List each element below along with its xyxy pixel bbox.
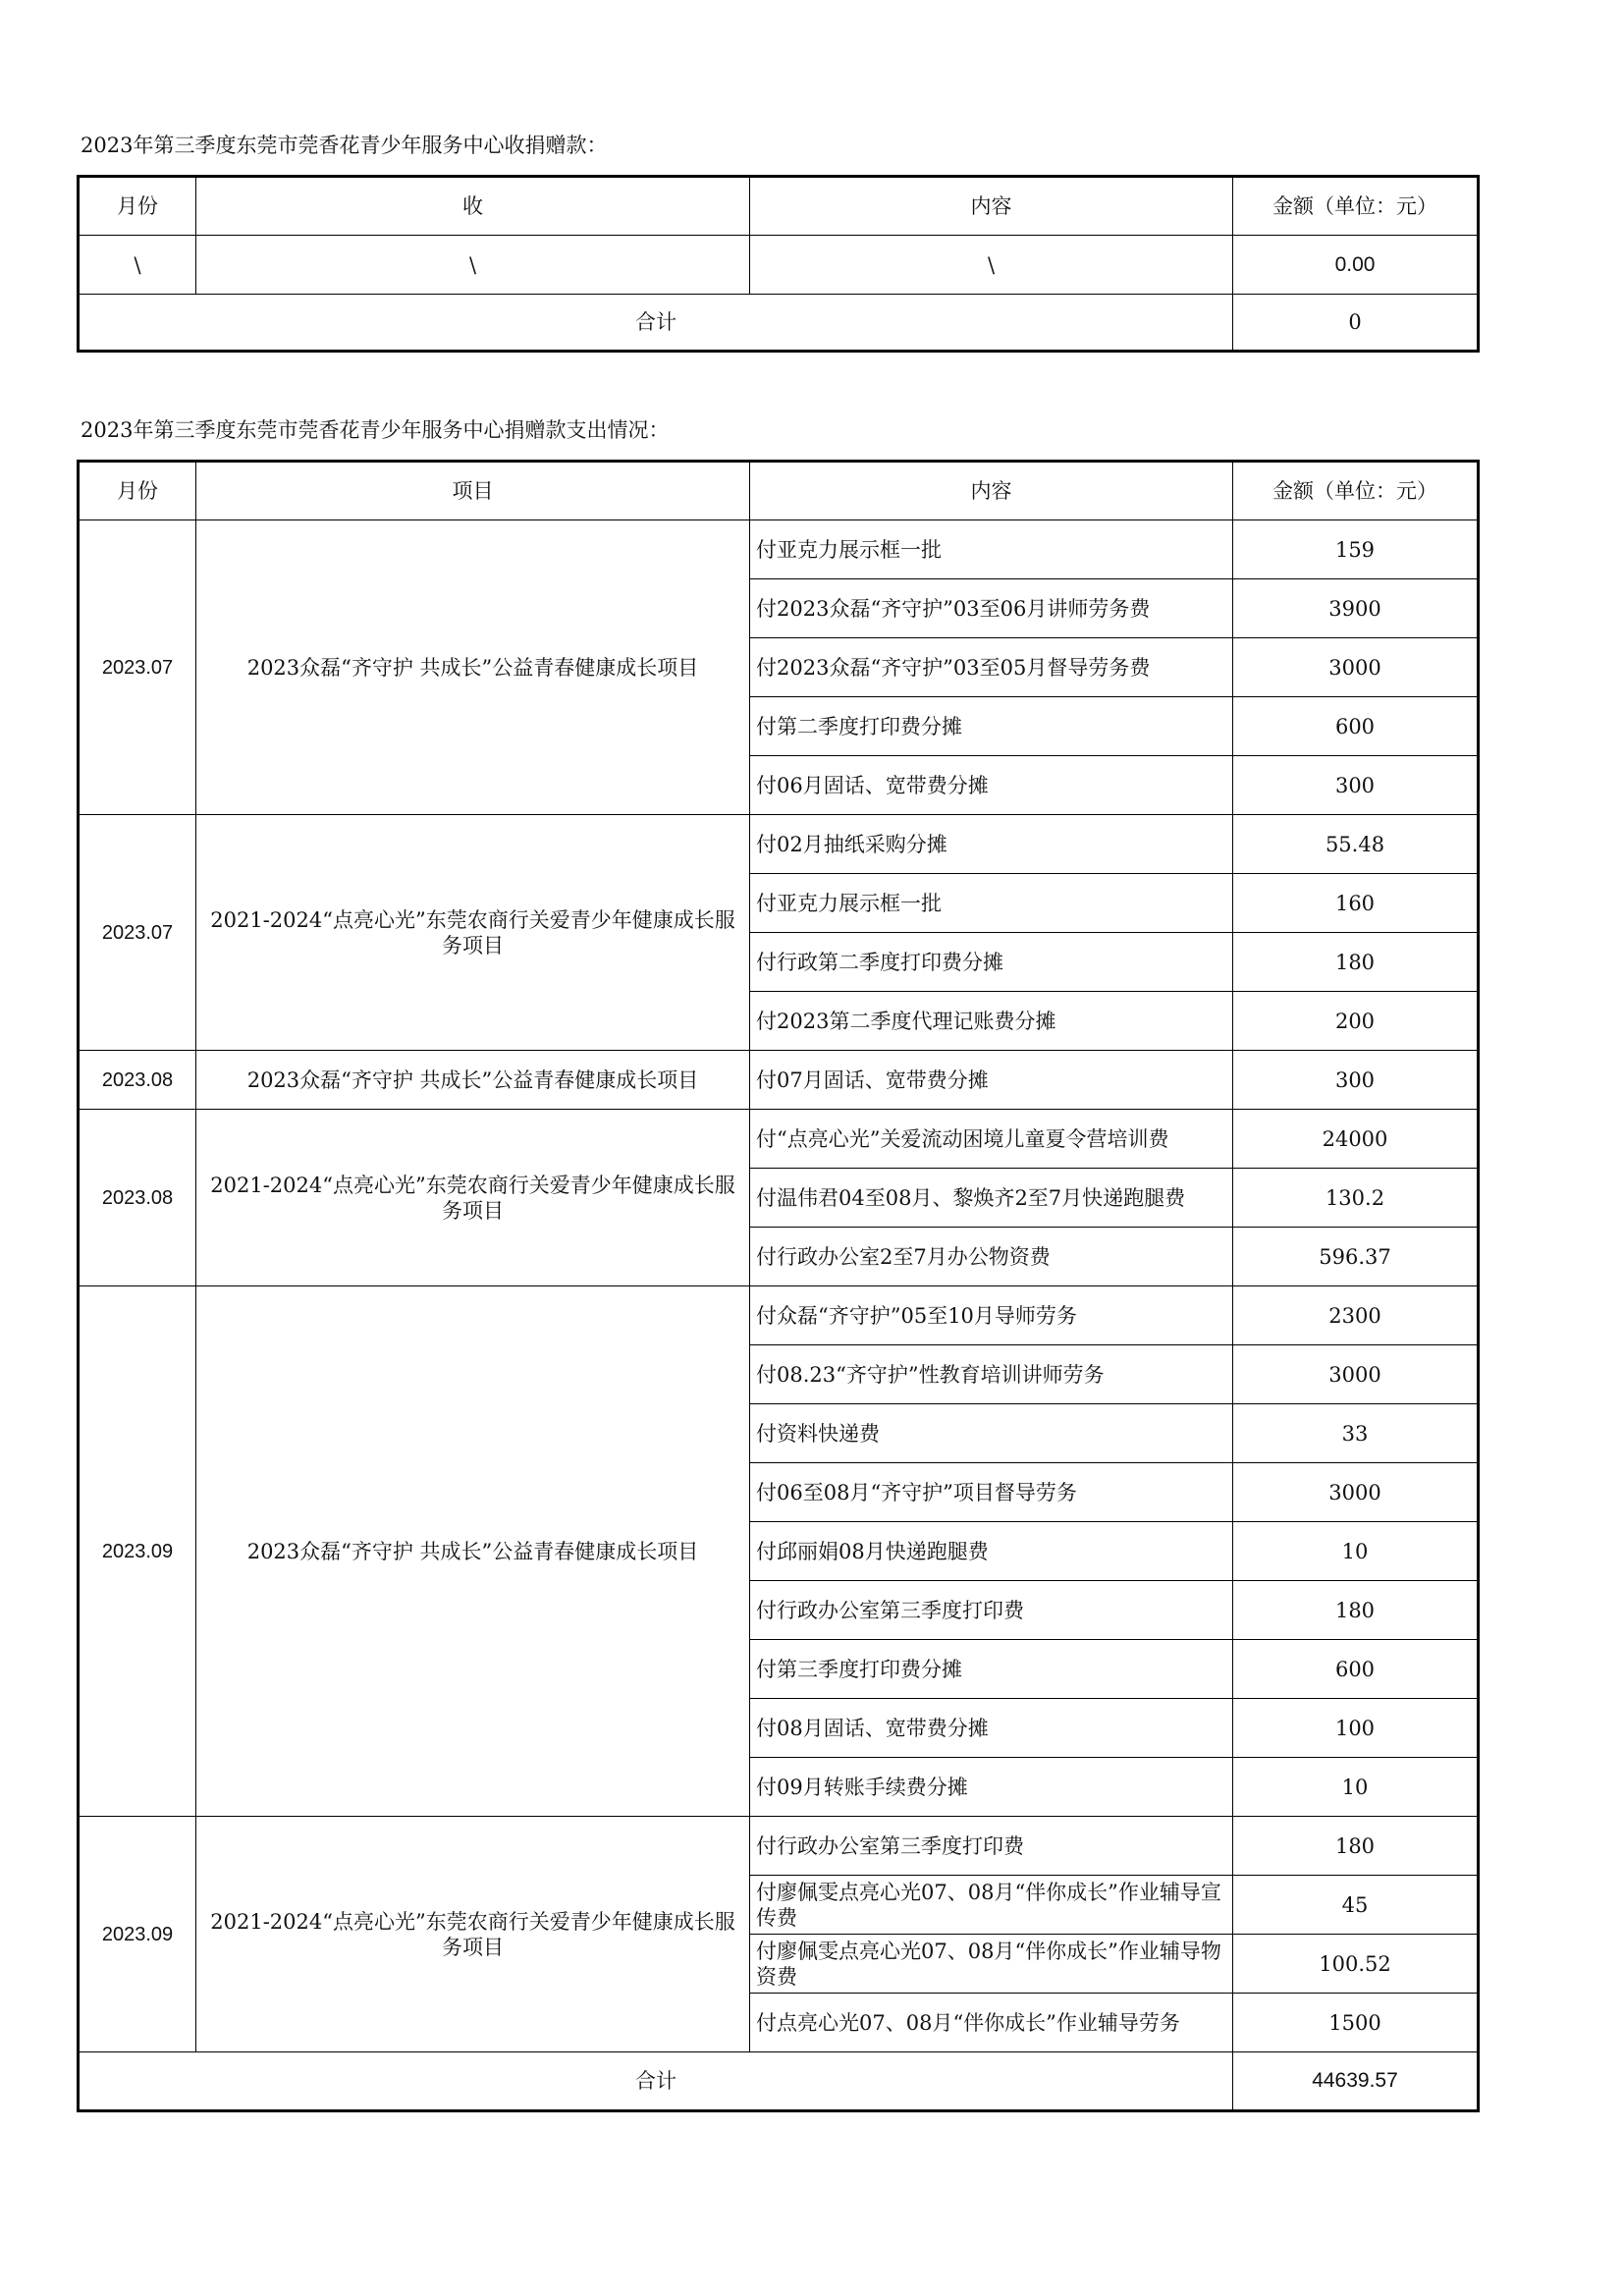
expense-amount: 159	[1233, 520, 1479, 579]
expense-row	[79, 1286, 1479, 1345]
expense-content: 付06至08月“齐守护”项目督导劳务	[750, 1463, 1233, 1522]
income-header-source: 收	[196, 177, 750, 236]
expense-amount: 100	[1233, 1699, 1479, 1758]
expense-total-label: 合计	[79, 2052, 1233, 2111]
expense-amount: 3000	[1233, 1463, 1479, 1522]
expense-amount: 160	[1233, 874, 1479, 933]
income-header-month: 月份	[79, 177, 196, 236]
expense-content: 付2023众磊“齐守护”03至06月讲师劳务费	[750, 579, 1233, 638]
expense-amount: 3000	[1233, 638, 1479, 697]
income-source: \	[196, 236, 750, 295]
expense-amount: 55.48	[1233, 815, 1479, 874]
income-content: \	[750, 236, 1233, 295]
expense-amount: 180	[1233, 933, 1479, 992]
expense-month: 2023.09	[79, 1286, 196, 1817]
expense-content: 付08月固话、宽带费分摊	[750, 1699, 1233, 1758]
expense-amount: 3000	[1233, 1345, 1479, 1404]
expense-project: 2021-2024“点亮心光”东莞农商行关爱青少年健康成长服务项目	[196, 1110, 750, 1286]
expense-amount: 3900	[1233, 579, 1479, 638]
income-row	[79, 236, 1479, 295]
expense-amount: 100.52	[1233, 1935, 1479, 1994]
expense-header-project: 项目	[196, 462, 750, 520]
expense-amount: 10	[1233, 1758, 1479, 1817]
expense-amount: 600	[1233, 1640, 1479, 1699]
expense-content: 付点亮心光07、08月“伴你成长”作业辅导劳务	[750, 1994, 1233, 2052]
expense-row	[79, 520, 1479, 579]
income-month: \	[79, 236, 196, 295]
expense-month: 2023.07	[79, 520, 196, 815]
expense-amount: 2300	[1233, 1286, 1479, 1345]
expense-table	[77, 460, 1480, 2112]
expense-caption: 2023年第三季度东莞市莞香花青少年服务中心捐赠款支出情况：	[81, 418, 670, 442]
expense-content: 付06月固话、宽带费分摊	[750, 756, 1233, 815]
expense-amount: 1500	[1233, 1994, 1479, 2052]
expense-content: 付行政办公室第三季度打印费	[750, 1581, 1233, 1640]
income-table	[77, 175, 1480, 353]
expense-content: 付07月固话、宽带费分摊	[750, 1051, 1233, 1110]
expense-content: 付廖佩雯点亮心光07、08月“伴你成长”作业辅导宣传费	[750, 1876, 1233, 1935]
expense-amount: 600	[1233, 697, 1479, 756]
expense-content: 付亚克力展示框一批	[750, 520, 1233, 579]
income-header-amount: 金额（单位：元）	[1233, 177, 1479, 236]
expense-amount: 33	[1233, 1404, 1479, 1463]
expense-month: 2023.09	[79, 1817, 196, 2052]
expense-row	[79, 1817, 1479, 1876]
expense-amount: 180	[1233, 1581, 1479, 1640]
expense-month: 2023.08	[79, 1051, 196, 1110]
expense-project: 2023众磊“齐守护 共成长”公益青春健康成长项目	[196, 1051, 750, 1110]
expense-amount: 130.2	[1233, 1169, 1479, 1228]
expense-row	[79, 1110, 1479, 1169]
expense-content: 付亚克力展示框一批	[750, 874, 1233, 933]
expense-month: 2023.07	[79, 815, 196, 1051]
expense-header-row	[79, 462, 1479, 520]
expense-content: 付2023第二季度代理记账费分摊	[750, 992, 1233, 1051]
expense-amount: 300	[1233, 1051, 1479, 1110]
income-header-content: 内容	[750, 177, 1233, 236]
expense-content: 付行政办公室第三季度打印费	[750, 1817, 1233, 1876]
expense-amount: 300	[1233, 756, 1479, 815]
expense-content: 付行政第二季度打印费分摊	[750, 933, 1233, 992]
expense-project: 2021-2024“点亮心光”东莞农商行关爱青少年健康成长服务项目	[196, 815, 750, 1051]
expense-content: 付邱丽娟08月快递跑腿费	[750, 1522, 1233, 1581]
expense-content: 付09月转账手续费分摊	[750, 1758, 1233, 1817]
expense-content: 付温伟君04至08月、黎焕齐2至7月快递跑腿费	[750, 1169, 1233, 1228]
expense-amount: 24000	[1233, 1110, 1479, 1169]
expense-content: 付第三季度打印费分摊	[750, 1640, 1233, 1699]
expense-total-row	[79, 2052, 1479, 2111]
expense-project: 2023众磊“齐守护 共成长”公益青春健康成长项目	[196, 1286, 750, 1817]
expense-content: 付众磊“齐守护”05至10月导师劳务	[750, 1286, 1233, 1345]
expense-month: 2023.08	[79, 1110, 196, 1286]
expense-header-amount: 金额（单位：元）	[1233, 462, 1479, 520]
expense-amount: 596.37	[1233, 1228, 1479, 1286]
income-caption: 2023年第三季度东莞市莞香花青少年服务中心收捐赠款：	[81, 134, 608, 157]
expense-project: 2023众磊“齐守护 共成长”公益青春健康成长项目	[196, 520, 750, 815]
expense-content: 付资料快递费	[750, 1404, 1233, 1463]
income-total-row	[79, 295, 1479, 352]
income-total-label: 合计	[79, 295, 1233, 352]
expense-total-value: 44639.57	[1233, 2052, 1479, 2111]
income-total-value: 0	[1233, 295, 1479, 352]
expense-content: 付廖佩雯点亮心光07、08月“伴你成长”作业辅导物资费	[750, 1935, 1233, 1994]
expense-amount: 45	[1233, 1876, 1479, 1935]
expense-amount: 10	[1233, 1522, 1479, 1581]
expense-content: 付第二季度打印费分摊	[750, 697, 1233, 756]
expense-header-content: 内容	[750, 462, 1233, 520]
expense-amount: 180	[1233, 1817, 1479, 1876]
income-amount: 0.00	[1233, 236, 1479, 295]
expense-content: 付“点亮心光”关爱流动困境儿童夏令营培训费	[750, 1110, 1233, 1169]
expense-content: 付08.23“齐守护”性教育培训讲师劳务	[750, 1345, 1233, 1404]
expense-row	[79, 815, 1479, 874]
expense-content: 付行政办公室2至7月办公物资费	[750, 1228, 1233, 1286]
expense-header-month: 月份	[79, 462, 196, 520]
expense-content: 付02月抽纸采购分摊	[750, 815, 1233, 874]
expense-project: 2021-2024“点亮心光”东莞农商行关爱青少年健康成长服务项目	[196, 1817, 750, 2052]
expense-amount: 200	[1233, 992, 1479, 1051]
expense-row	[79, 1051, 1479, 1110]
income-header-row	[79, 177, 1479, 236]
expense-content: 付2023众磊“齐守护”03至05月督导劳务费	[750, 638, 1233, 697]
